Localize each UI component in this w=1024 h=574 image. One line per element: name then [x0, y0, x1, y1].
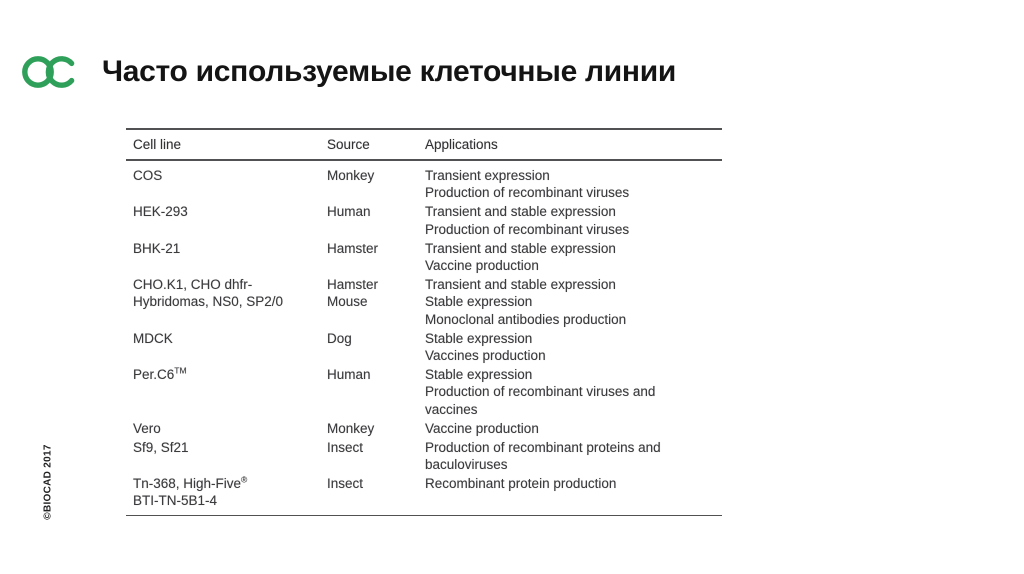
table-cell-line-text: Mouse: [327, 294, 368, 310]
applications-cell: [425, 439, 722, 474]
table-cell-line-text: Production of recombinant proteins and: [425, 439, 661, 455]
cell-line-cell: [126, 203, 327, 238]
cell-line-cell: [126, 330, 327, 365]
table-cell-line-text: Tn-368, High-Five®: [133, 474, 248, 491]
table-cell-line-text: Vaccine production: [425, 258, 539, 274]
table-cell-line-text: baculoviruses: [425, 457, 508, 472]
applications-cell: [425, 203, 722, 238]
header-source: Source: [327, 137, 370, 152]
source-cell: [327, 439, 425, 474]
table-row: [126, 366, 722, 418]
table-cell-line-text: MDCK: [133, 330, 173, 346]
table-row: [126, 439, 722, 474]
applications-cell: [425, 420, 722, 437]
table-cell-line-text: Hybridomas, NS0, SP2/0: [133, 294, 284, 310]
cell-line-cell: [126, 420, 327, 437]
applications-cell: [425, 366, 722, 418]
table-cell-line-text: Human: [327, 204, 371, 220]
table-body: [126, 161, 722, 515]
table-row: [126, 475, 722, 510]
cell-line-cell: [126, 475, 327, 510]
applications-cell: [425, 167, 722, 202]
table-bottom-rule: [126, 515, 722, 516]
copyright-vertical-text: ©BIOCAD 2017: [42, 444, 54, 520]
table-cell-line-text: Dog: [327, 330, 352, 346]
table-header-row: [126, 130, 722, 159]
source-cell: [327, 330, 425, 365]
cell-line-cell: [126, 439, 327, 474]
table-cell-line-text: Stable expression: [425, 294, 533, 310]
table-cell-line-text: vaccines: [425, 401, 478, 417]
source-cell: [327, 203, 425, 238]
table-row: [126, 240, 722, 275]
header-applications: Applications: [425, 137, 498, 152]
table-cell-line-text: Hamster: [327, 276, 379, 292]
table-cell-line-text: BHK-21: [133, 240, 181, 256]
cell-lines-table: [126, 128, 722, 516]
table-row: [126, 330, 722, 365]
table-cell-line-text: Insect: [327, 475, 364, 491]
table-cell-line-text: Per.C6™: [133, 365, 187, 382]
table-cell-line-text: Transient expression: [425, 168, 550, 183]
table-cell-line-text: Recombinant protein production: [425, 475, 617, 491]
table-cell-line-text: Transient and stable expression: [425, 240, 616, 256]
table-cell-line-text: Vero: [133, 420, 161, 436]
table-cell-line-text: Transient and stable expression: [425, 276, 616, 292]
table-cell-line-text: COS: [133, 168, 163, 183]
cell-line-cell: [126, 276, 327, 328]
table-cell-line-text: Production of recombinant viruses: [425, 185, 630, 201]
table-cell-line-text: CHO.K1, CHO dhfr-: [133, 276, 253, 292]
biocad-logo-icon: [21, 53, 79, 91]
table-cell-line-text: Transient and stable expression: [425, 204, 616, 220]
table-cell-line-text: BTI-TN-5B1-4: [133, 493, 218, 509]
source-cell: [327, 366, 425, 418]
table-row: [126, 420, 722, 437]
table-cell-line-text: Production of recombinant viruses: [425, 221, 630, 237]
applications-cell: [425, 475, 722, 510]
table-row: [126, 276, 722, 328]
cell-line-cell: [126, 240, 327, 275]
table-row: [126, 167, 722, 202]
source-cell: [327, 475, 425, 510]
table-cell-line-text: HEK-293: [133, 204, 188, 220]
table-cell-line-text: Monoclonal antibodies production: [425, 311, 627, 327]
source-cell: [327, 167, 425, 202]
table-cell-line-text: Monkey: [327, 168, 375, 183]
table-cell-line-text: Vaccines production: [425, 348, 546, 364]
header-cell-line: Cell line: [133, 137, 182, 152]
table-cell-line-text: Insect: [327, 439, 364, 455]
slide-title: Часто используемые клеточные линии: [102, 55, 676, 88]
applications-cell: [425, 276, 722, 328]
source-cell: [327, 276, 425, 328]
table-cell-line-text: Stable expression: [425, 330, 533, 346]
applications-cell: [425, 240, 722, 275]
applications-cell: [425, 330, 722, 365]
cell-line-cell: [126, 366, 327, 418]
table-row: [126, 203, 722, 238]
table-cell-line-text: Human: [327, 366, 371, 382]
table-cell-line-text: Vaccine production: [425, 420, 539, 436]
table-cell-line-text: Stable expression: [425, 366, 533, 382]
table-cell-line-text: Sf9, Sf21: [133, 439, 189, 455]
table-cell-line-text: Hamster: [327, 240, 379, 256]
source-cell: [327, 420, 425, 437]
table-cell-line-text: Monkey: [327, 420, 375, 436]
table-cell-line-text: Production of recombinant viruses and: [425, 384, 656, 400]
source-cell: [327, 240, 425, 275]
cell-line-cell: [126, 167, 327, 202]
